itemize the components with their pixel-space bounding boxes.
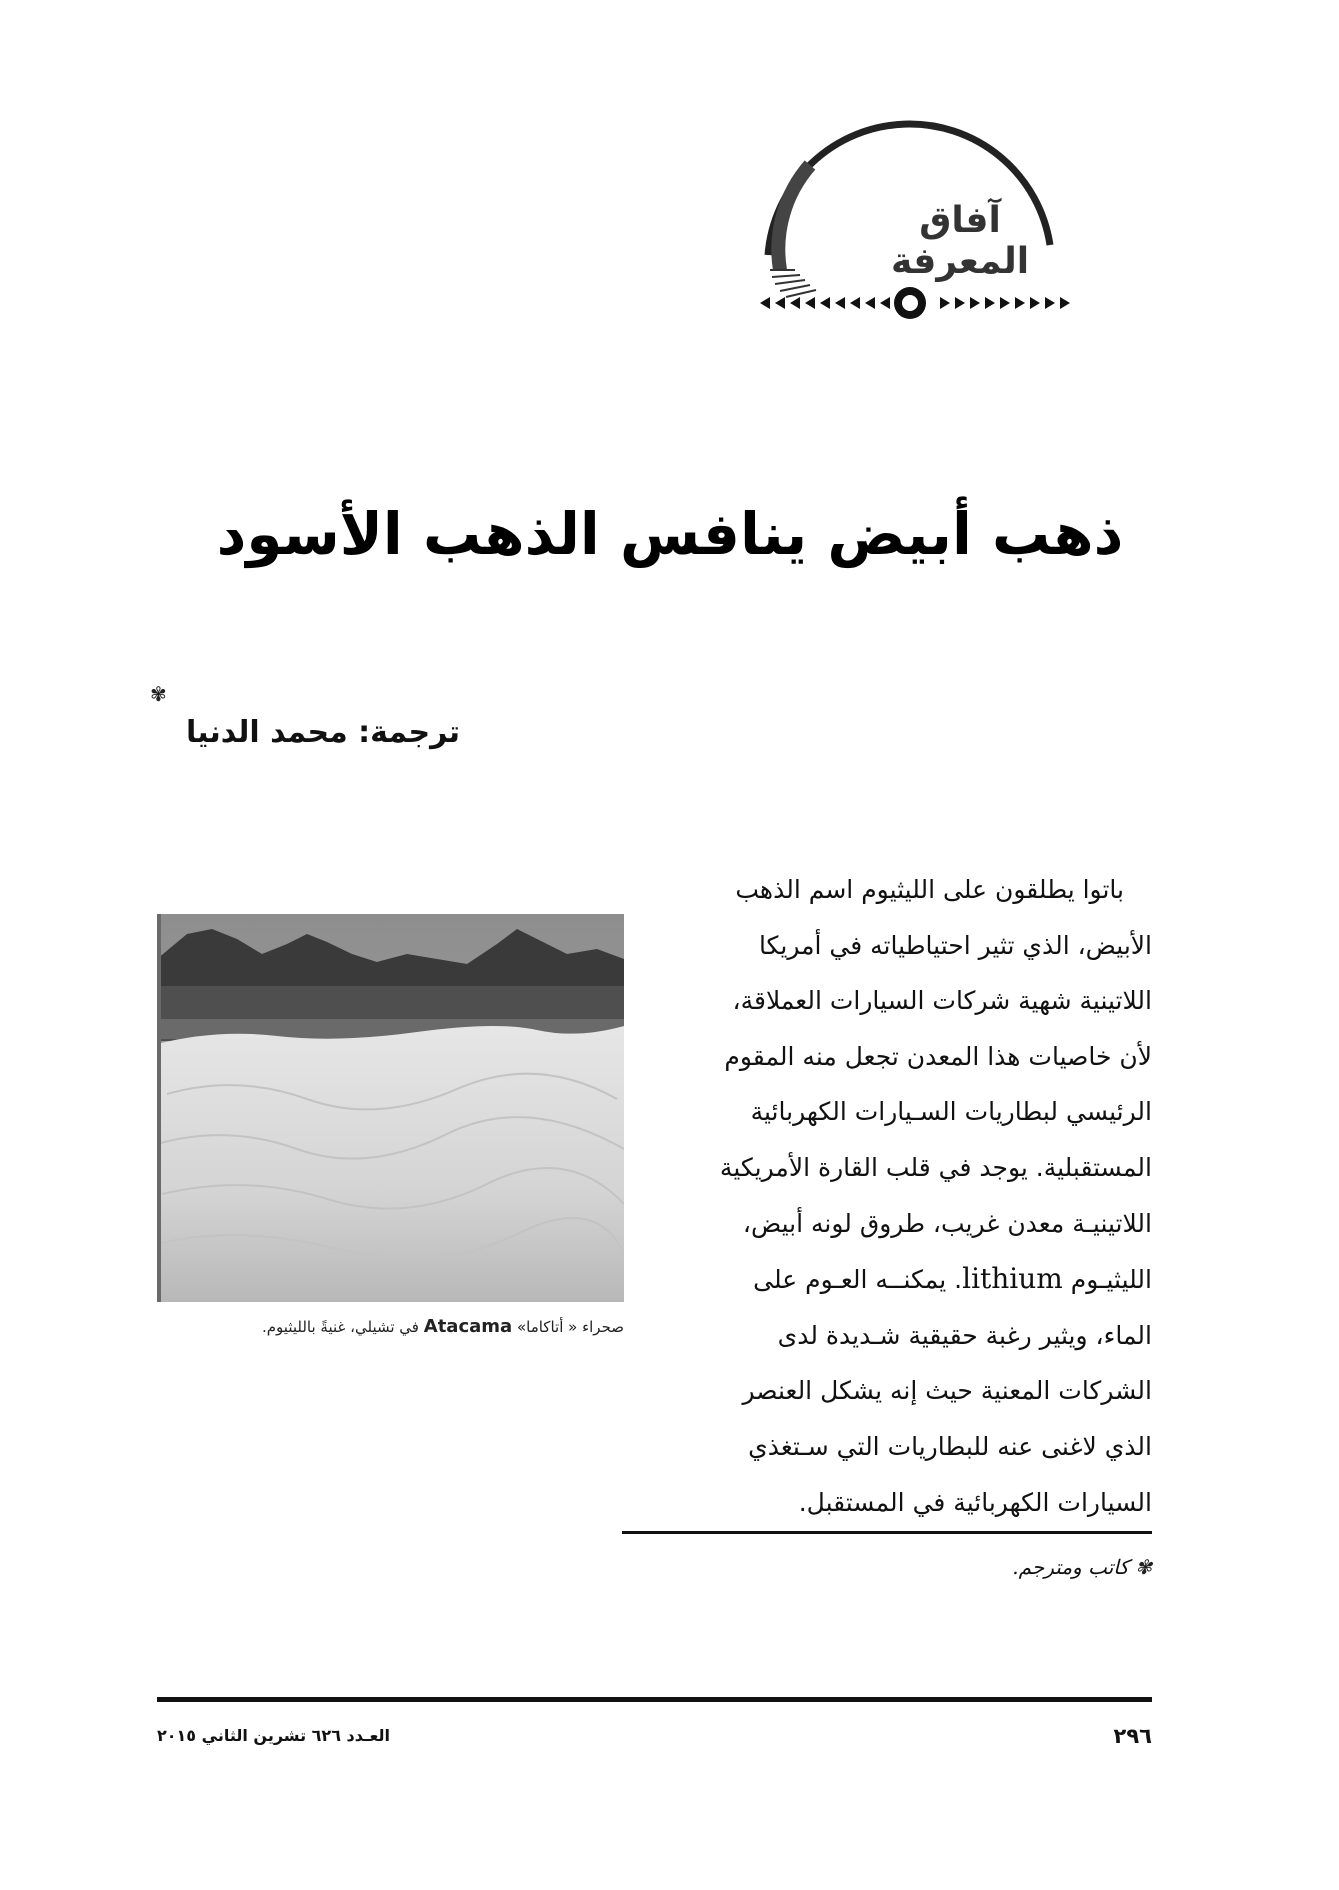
article-title: ذهب أبيض ينافس الذهب الأسود <box>216 500 1124 568</box>
body-line: المستقبلية. يوجد في قلب القارة الأمريكية <box>719 1152 1152 1182</box>
flower-icon: ✾ <box>1135 1555 1152 1579</box>
flower-icon: ✾ <box>150 682 167 706</box>
article-body <box>652 862 1152 1530</box>
caption-part-1: صحراء « أتاكاما» <box>516 1318 624 1336</box>
page-number: ٢٩٦ <box>1113 1724 1152 1748</box>
body-line: لأن خاصيات هذا المعدن تجعل منه المقوم <box>724 1041 1152 1071</box>
body-line: اللاتينيـة معدن غريب، طروق لونه أبيض، <box>742 1208 1152 1238</box>
issue-info: العـدد ٦٢٦ تشرين الثاني ٢٠١٥ <box>157 1726 390 1745</box>
footer-divider <box>157 1697 1152 1702</box>
salt-flat-image <box>157 914 624 1302</box>
body-line-mixed <box>652 1251 1152 1308</box>
atacama-photo <box>157 914 624 1302</box>
logo-text: آفاق المعرفة <box>890 200 1030 282</box>
body-line: الذي لاغنى عنه للبطاريات التي سـتغذي <box>748 1431 1152 1461</box>
body-line: الرئيسي لبطاريات السـيارات الكهربائية <box>750 1097 1152 1127</box>
caption-part-2: في تشيلي، غنيةً بالليثيوم. <box>262 1318 419 1336</box>
latin-term: lithium <box>962 1262 1063 1296</box>
body-line: اللاتينية شهية شركات السيارات العملاقة، <box>732 986 1152 1016</box>
body-line-part: . يمكنــه العـوم على <box>753 1265 963 1295</box>
body-line-part: الليثيـوم <box>1070 1265 1152 1295</box>
caption-latin-word: Atacama <box>423 1316 513 1337</box>
body-line: الأبيض، الذي تثير احتياطياته في أمريكا <box>758 930 1152 960</box>
body-line: باتوا يطلقون على الليثيوم اسم الذهب <box>735 875 1124 904</box>
translator-byline: ترجمة: محمد الدنيا <box>185 715 460 750</box>
photo-caption <box>157 1316 624 1337</box>
footnote-text: كاتب ومترجم. <box>1012 1555 1129 1579</box>
magazine-logo <box>700 95 1180 335</box>
body-line: السيارات الكهربائية في المستقبل. <box>798 1487 1152 1517</box>
footnote-divider <box>622 1531 1152 1534</box>
footnote <box>822 1555 1152 1579</box>
body-line: الشركات المعنية حيث إنه يشكل العنصر <box>742 1376 1152 1406</box>
body-line: الماء، ويثير رغبة حقيقية شـديدة لدى <box>777 1320 1152 1350</box>
